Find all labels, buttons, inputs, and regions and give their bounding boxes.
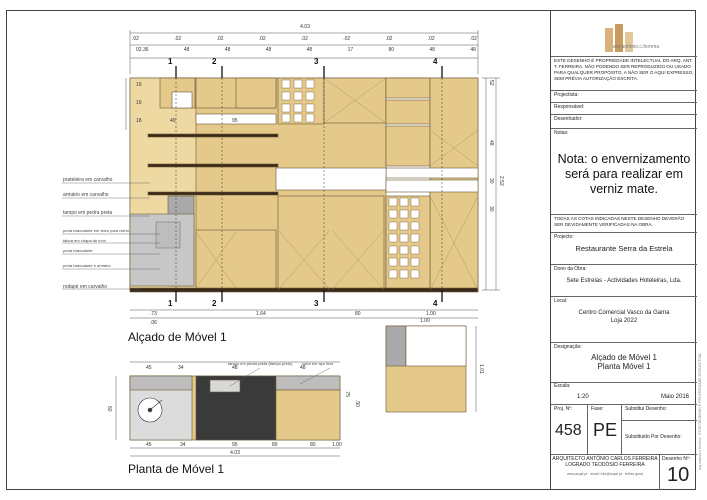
fase-value: PE bbox=[593, 420, 618, 440]
plan-title: Planta de Móvel 1 bbox=[128, 462, 225, 476]
dim: .02 bbox=[385, 36, 393, 42]
proj-n-label: Proj. Nº: bbox=[554, 406, 573, 412]
dono-label: Dono da Obra: bbox=[554, 266, 587, 272]
dim: 48 bbox=[265, 47, 272, 53]
side-margin-text: arq.antónio.c.ferreira · ESTE DESENHO É PROPRIEDADE INTELECTUAL bbox=[698, 352, 702, 470]
callout-label: rodapé em carvalho bbox=[63, 284, 108, 290]
dim: .02 bbox=[470, 36, 477, 42]
escala-value: 1:20 bbox=[577, 394, 589, 400]
cotas-note: TODAS AS COTAS INDICADAS NESTE DESENHO DEVERÃO SER DEVIDAMENTE VERIFICADAS NA OBRA. bbox=[554, 216, 685, 227]
section-marker-1-top: 1 bbox=[168, 57, 173, 66]
dim: .02 bbox=[427, 36, 435, 42]
architect-contact: www.arqaf.pt · email: info@arqaf.pt · tel/fax geral bbox=[567, 472, 643, 476]
local-value-2: Loja 2022 bbox=[610, 318, 638, 324]
fase-label: Fase: bbox=[591, 406, 604, 412]
plan-bottom-dim: 1.00 bbox=[332, 442, 342, 448]
plan-bottom-dim: 45 bbox=[146, 442, 152, 448]
designacao-1: Alçado de Móvel 1 bbox=[591, 353, 657, 362]
data-value: Maio 2016 bbox=[661, 394, 690, 400]
plan-bottom-dim: 95 bbox=[232, 442, 238, 448]
plan-bottom-dim: 34 bbox=[180, 442, 186, 448]
section-marker-4-top: 4 bbox=[433, 57, 438, 66]
callout-label: porta basculante bbox=[63, 248, 93, 253]
plan-top-dim: 45 bbox=[146, 365, 152, 371]
substituido-label: Substituido Por Desenho: bbox=[625, 434, 682, 440]
right-dim: 52 bbox=[488, 80, 494, 86]
plan-side-dim: 60 bbox=[106, 406, 112, 412]
plan-top-dim: 48 bbox=[300, 365, 306, 371]
left-dim: 18 bbox=[136, 118, 142, 124]
desenhador-label: Desenhador: bbox=[554, 116, 583, 122]
dim: 48 bbox=[470, 47, 476, 53]
left-dim: 19 bbox=[136, 100, 142, 106]
dim: .02 bbox=[301, 36, 308, 42]
dim: .02 bbox=[343, 36, 351, 42]
architect-name-1: ARQUITECTO ANTÓNIO CARLOS FERREIRA bbox=[552, 456, 658, 462]
section-marker-4-bottom: 4 bbox=[433, 299, 438, 308]
dim: 48 bbox=[183, 47, 190, 53]
left-dim: 40 bbox=[170, 118, 176, 124]
dim: 48 bbox=[306, 47, 313, 53]
plan-bottom-dim: 80 bbox=[310, 442, 316, 448]
plan-callout: tampo em pedra preta (tampo preto) bbox=[228, 361, 293, 366]
dim: 02.36 bbox=[136, 47, 149, 53]
dim: .02 bbox=[216, 36, 224, 42]
section-marker-1-bottom: 1 bbox=[168, 299, 173, 308]
grid-cells-bottom bbox=[389, 198, 419, 278]
copyright-note: ESTE DESENHO É PROPRIEDADE INTELECTUAL DO ARQ. ANT. T. FERREIRA, NÃO PODENDO SER REPRODUZIDO OU USADO PARA QUALQUER PROPÓSITO, A NÃO SER O AQUI EXPRESSO, SEM PRÉVIA AUTORIZAÇÃO ESCRITA. bbox=[554, 58, 694, 81]
side-view bbox=[386, 326, 476, 412]
plan-top-dim: 34 bbox=[178, 365, 184, 371]
section-marker-3-bottom: 3 bbox=[314, 299, 319, 308]
callout-label: prateleira em carvalho bbox=[63, 177, 113, 183]
plan-top-dim: 48 bbox=[232, 365, 238, 371]
right-dim: 30 bbox=[488, 206, 494, 212]
dim: .02 bbox=[174, 36, 182, 42]
right-dim: 30 bbox=[488, 178, 494, 184]
bottom-dim: 1.64 bbox=[256, 311, 266, 317]
responsavel-label: Responsável: bbox=[554, 104, 585, 110]
section-marker-3-top: 3 bbox=[314, 57, 319, 66]
section-marker-2-top: 2 bbox=[212, 57, 217, 66]
architect-name-2: LOGRADO TEODÓSIO FERREIRA bbox=[565, 462, 645, 468]
company-logo bbox=[591, 22, 661, 56]
bottom-dim: .06 bbox=[150, 320, 157, 326]
projecto-value: Restaurante Serra da Estrela bbox=[575, 244, 673, 253]
designacao-label: Designação: bbox=[554, 344, 582, 350]
right-dim-total: 2.52 bbox=[498, 176, 504, 186]
elevation-upper-dims bbox=[136, 47, 476, 53]
left-dim: 95 bbox=[232, 118, 238, 124]
left-dim: 19 bbox=[136, 82, 142, 88]
side-view-height-dim: 1.01 bbox=[478, 364, 484, 374]
dim: .02 bbox=[132, 36, 139, 42]
callout-label: armário em carvalho bbox=[63, 192, 109, 198]
plan-overall-width: 4.03 bbox=[230, 450, 240, 456]
desenho-n-label: Desenho Nº: bbox=[662, 456, 691, 462]
notas-label: Notas: bbox=[554, 130, 569, 136]
dim: 48 bbox=[429, 47, 435, 53]
projecto-label: Projecto: bbox=[554, 234, 574, 240]
plan-side-dim: .50 bbox=[354, 400, 360, 407]
plan-callout: cuba em aço inox bbox=[302, 361, 334, 366]
projectista-label: Projectista: bbox=[554, 92, 579, 98]
bottom-dim: .73 bbox=[150, 311, 157, 317]
callout-label: tábua em chapa de inox bbox=[63, 238, 106, 243]
local-value-1: Centro Comercial Vasco da Gama bbox=[578, 310, 670, 316]
elevation-title: Alçado de Móvel 1 bbox=[128, 330, 227, 344]
title-block bbox=[550, 10, 696, 490]
bottom-dim: 80 bbox=[355, 311, 361, 317]
plan-view bbox=[130, 376, 340, 440]
note-text: Nota: o envernizamento será para realizar em verniz mate. bbox=[557, 152, 691, 196]
local-label: Local: bbox=[554, 298, 568, 304]
dim: 80 bbox=[388, 47, 395, 53]
escala-label: Escala: bbox=[554, 383, 571, 389]
callout-label: tampo em pedra preta bbox=[63, 210, 113, 216]
right-dim: 48 bbox=[488, 140, 494, 146]
proj-n-value: 458 bbox=[555, 422, 582, 439]
plan-side-dim: .75 bbox=[344, 390, 350, 397]
substitui-label: Substitui Desenho: bbox=[625, 406, 667, 412]
elevation-overall-width: 4.03 bbox=[300, 24, 310, 30]
dim: 48 bbox=[224, 47, 231, 53]
elevation-top-dims bbox=[132, 36, 477, 42]
designacao-2: Planta Móvel 1 bbox=[597, 362, 651, 371]
side-view-dim: 1.00 bbox=[420, 318, 430, 324]
dim: .02 bbox=[258, 36, 266, 42]
callout-label: porta basculante e armário bbox=[63, 263, 111, 268]
callout-label: porta basculante em vidro para nicho bbox=[63, 228, 129, 233]
dim: 17 bbox=[347, 47, 354, 53]
company-name: arq.antónio.c.ferreira bbox=[613, 44, 660, 50]
plan-bottom-dim: 80 bbox=[272, 442, 278, 448]
section-marker-2-bottom: 2 bbox=[212, 299, 217, 308]
bottom-dim: 1.00 bbox=[426, 311, 436, 317]
dono-value: Sete Estrelas - Actividades Hoteleiras, Lda. bbox=[566, 278, 682, 284]
desenho-n-value: 10 bbox=[667, 464, 690, 486]
